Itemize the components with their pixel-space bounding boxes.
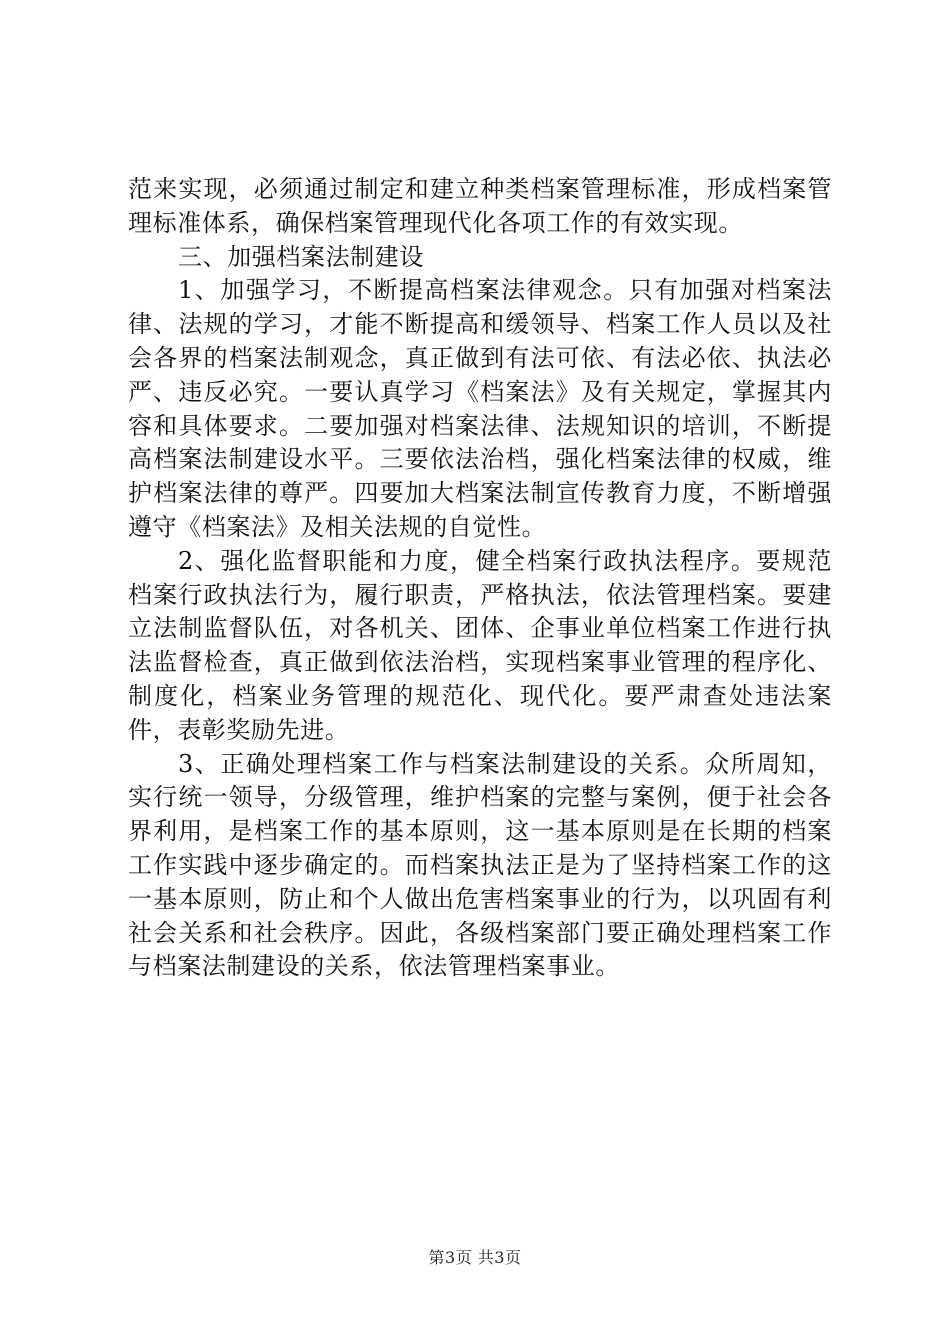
section-heading: 三、加强档案法制建设: [178, 242, 424, 271]
paragraph-item-2: 2、强化监督职能和力度，健全档案行政执法程序。要规范档案行政执法行为，履行职责，严格执法，依法管理档案。要建立法制监督队伍，对各机关、团体、企事业单位档案工作进行执法监督检查，真正做到依法治档，实现档案事业管理的程序化、制度化，档案业务管理的规范化、现代化。要严肃查处违法案件，表彰奖励先进。: [128, 546, 832, 744]
paragraph-item-3: 3、正确处理档案工作与档案法制建设的关系。众所周知，实行统一领导，分级管理，维护档案的完整与案例，便于社会各界利用，是档案工作的基本原则，这一基本原则是在长期的档案工作实践中逐步确定的。而档案执法正是为了坚持档案工作的这一基本原则，防止和个人做出危害档案事业的行为，以巩固有利社会关系和社会秩序。因此，各级档案部门要正确处理档案工作与档案法制建设的关系，依法管理档案事业。: [128, 749, 832, 981]
page-number-footer: 第3页 共3页: [428, 1248, 522, 1267]
document-body: [128, 173, 832, 984]
paragraph-item-1: 1、加强学习，不断提高档案法律观念。只有加强对档案法律、法规的学习，才能不断提高和缓领导、档案工作人员以及社会各界的档案法制观念，真正做到有法可依、有法必依、执法必严、违反必究。一要认真学习《档案法》及有关规定，掌握其内容和具体要求。二要加强对档案法律、法规知识的培训，不断提高档案法制建设水平。三要依法治档，强化档案法律的权威，维护档案法律的尊严。四要加大档案法制宣传教育力度，不断增强遵守《档案法》及相关法规的自觉性。: [128, 276, 832, 541]
paragraph-continuation: 范来实现，必须通过制定和建立种类档案管理标准，形成档案管理标准体系，确保档案管理现代化各项工作的有效实现。: [128, 175, 832, 237]
